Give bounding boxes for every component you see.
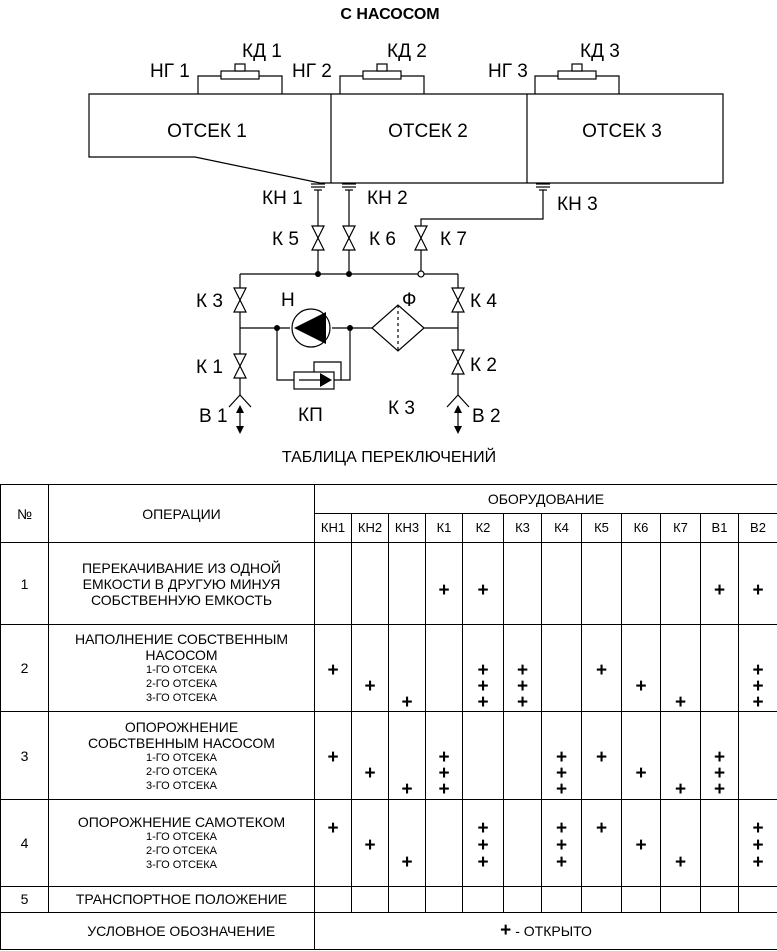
equipment-state-cell: [352, 799, 389, 886]
equipment-state-cell: [582, 625, 622, 712]
equipment-state-cell: [315, 799, 352, 886]
equipment-state-cell: [622, 799, 661, 886]
open-mark-icon: +: [713, 763, 726, 785]
operation-title-line: ТРАНСПОРТНОЕ ПОЛОЖЕНИЕ: [75, 891, 288, 908]
operation-subitem: 3-ГО ОТСЕКА: [145, 779, 218, 792]
equipment-state-cell: [582, 712, 622, 799]
operation-subitem: 2-ГО ОТСЕКА: [145, 678, 218, 691]
junction-dot-open: [418, 271, 424, 277]
open-mark-icon: +: [595, 747, 608, 769]
open-mark-icon: +: [327, 747, 339, 769]
valve-k4-label: К 4: [470, 291, 497, 312]
table-caption: ТАБЛИЦА ПЕРЕКЛЮЧЕНИЙ: [281, 449, 497, 466]
equipment-header: К6: [622, 514, 661, 543]
open-mark-icon: +: [752, 580, 764, 601]
open-mark-icon: +: [438, 747, 450, 769]
equipment-state-cell: [315, 712, 352, 799]
outlet-icons: [229, 395, 469, 434]
equipment-state-cell: [426, 543, 463, 625]
valve-k5-label: К 5: [272, 229, 299, 250]
open-mark-icon: +: [635, 676, 647, 698]
equipment-state-cell: [542, 799, 582, 886]
equipment-state-cell: [352, 625, 389, 712]
open-mark-icon: +: [327, 817, 339, 839]
open-mark-icon: +: [674, 851, 687, 873]
equipment-state-cell: [389, 543, 426, 625]
equipment-state-cell: [701, 543, 739, 625]
open-mark-icon: +: [401, 692, 413, 714]
open-mark-icon: +: [752, 660, 764, 682]
operation-title-line: НАПОЛНЕНИЕ СОБСТВЕННЫМ: [75, 631, 288, 648]
equipment-state-cell: [582, 886, 622, 912]
open-mark-icon: +: [327, 660, 339, 682]
equipment-state-cell: [426, 625, 463, 712]
open-mark-icon: +: [516, 676, 529, 698]
open-mark-icon: +: [595, 817, 608, 839]
equipment-header: К3: [504, 514, 542, 543]
equipment-state-cell: [426, 799, 463, 886]
pump-group-label: К 3: [388, 398, 415, 419]
row-number: 1: [1, 543, 49, 625]
col-equipment-header: ОБОРУДОВАНИЕ: [315, 485, 777, 514]
open-mark-icon: +: [364, 834, 376, 856]
table-row: [1, 543, 777, 625]
equipment-header: КН1: [315, 514, 352, 543]
equipment-state-cell: [661, 543, 701, 625]
bottom-valve-2-label: КН 2: [367, 188, 408, 209]
equipment-state-cell: [426, 886, 463, 912]
equipment-state-cell: [661, 712, 701, 799]
equipment-header: К2: [463, 514, 504, 543]
legend-text: - ОТКРЫТО: [515, 923, 592, 939]
operation-title-line: СОБСТВЕННУЮ ЕМКОСТЬ: [90, 591, 272, 608]
open-mark-icon: +: [555, 779, 568, 801]
equipment-state-cell: [661, 799, 701, 886]
junction-dot: [315, 271, 321, 277]
equipment-state-cell: [582, 543, 622, 625]
equipment-state-cell: [622, 543, 661, 625]
open-mark-icon: +: [752, 834, 764, 856]
equipment-state-cell: [542, 625, 582, 712]
open-mark-icon: +: [752, 817, 764, 839]
pressure-valve-3-label: КД 3: [580, 41, 620, 62]
equipment-state-cell: [542, 886, 582, 912]
equipment-state-cell: [463, 799, 504, 886]
equipment-state-cell: [463, 625, 504, 712]
valve-k6-label: К 6: [369, 229, 396, 250]
open-mark-icon: +: [674, 779, 687, 801]
equipment-state-cell: [739, 799, 777, 886]
table-row: [1, 712, 777, 799]
equipment-state-cell: [389, 886, 426, 912]
operation-title-line: СОБСТВЕННЫМ НАСОСОМ: [88, 734, 275, 751]
open-mark-icon: +: [555, 817, 568, 839]
open-mark-icon: +: [555, 851, 568, 873]
open-mark-icon: +: [635, 834, 647, 856]
pressure-valve-2-label: КД 2: [387, 41, 427, 62]
valve-k2-label: К 2: [470, 355, 497, 376]
equipment-state-cell: [622, 712, 661, 799]
operation-subitem: 2-ГО ОТСЕКА: [145, 844, 218, 857]
pump-icon: [292, 309, 330, 347]
open-mark-icon: +: [364, 763, 376, 785]
equipment-state-cell: [426, 712, 463, 799]
row-number: 5: [1, 886, 49, 912]
gate-valve-icons: [234, 226, 464, 378]
legend-spacer: [1, 913, 49, 950]
equipment-state-cell: [389, 799, 426, 886]
equipment-state-cell: [739, 886, 777, 912]
operation-title-line: ОПОРОЖНЕНИЕ: [124, 718, 239, 735]
open-mark-icon: +: [401, 779, 413, 801]
equipment-state-cell: [504, 799, 542, 886]
open-mark-icon: +: [364, 676, 376, 698]
open-mark-icon: +: [516, 660, 529, 682]
breather-1-label: НГ 1: [150, 61, 190, 82]
equipment-state-cell: [701, 625, 739, 712]
open-mark-icon: +: [713, 779, 726, 801]
equipment-state-cell: [504, 625, 542, 712]
equipment-header: К4: [542, 514, 582, 543]
operation-subitem: 1-ГО ОТСЕКА: [145, 751, 218, 764]
equipment-header: К7: [661, 514, 701, 543]
legend-plus-icon: +: [500, 920, 512, 941]
equipment-state-cell: [315, 625, 352, 712]
open-mark-icon: +: [477, 834, 489, 856]
open-mark-icon: +: [713, 580, 726, 601]
junction-dot: [346, 271, 352, 277]
equipment-state-cell: [504, 712, 542, 799]
valve-k7-label: К 7: [440, 229, 467, 250]
legend-cell: [315, 913, 777, 950]
bottom-valve-symbols: [311, 184, 550, 190]
valve-k1-label: К 1: [196, 357, 223, 378]
operation-title-line: НАСОСОМ: [145, 647, 218, 664]
equipment-header: В1: [701, 514, 739, 543]
open-mark-icon: +: [555, 834, 568, 856]
equipment-state-cell: [701, 712, 739, 799]
equipment-header: КН3: [389, 514, 426, 543]
operation-title-line: ОПОРОЖНЕНИЕ САМОТЕКОМ: [77, 813, 286, 830]
equipment-state-cell: [352, 543, 389, 625]
equipment-state-cell: [389, 625, 426, 712]
equipment-state-cell: [504, 543, 542, 625]
operation-cell: [49, 543, 315, 625]
equipment-state-cell: [463, 543, 504, 625]
equipment-state-cell: [504, 886, 542, 912]
open-mark-icon: +: [674, 692, 687, 714]
bottom-valve-1-label: КН 1: [262, 188, 303, 209]
table-row: [1, 625, 777, 712]
legend-label: УСЛОВНОЕ ОБОЗНАЧЕНИЕ: [49, 913, 315, 950]
top-fittings: [198, 64, 619, 94]
equipment-state-cell: [315, 886, 352, 912]
junction-dot: [347, 325, 353, 331]
row-number: 4: [1, 799, 49, 886]
filter-label: Ф: [402, 290, 417, 311]
equipment-state-cell: [661, 886, 701, 912]
table-row: [1, 799, 777, 886]
open-mark-icon: +: [713, 747, 726, 769]
open-mark-icon: +: [477, 676, 489, 698]
open-mark-icon: +: [477, 851, 489, 873]
outlet-b1-label: В 1: [199, 406, 228, 427]
table-row: [1, 886, 777, 912]
open-mark-icon: +: [595, 660, 608, 682]
equipment-state-cell: [542, 543, 582, 625]
breather-2-label: НГ 2: [292, 61, 332, 82]
valve-k3-label: К 3: [196, 291, 223, 312]
equipment-header: К1: [426, 514, 463, 543]
equipment-state-cell: [389, 712, 426, 799]
row-number: 2: [1, 625, 49, 712]
col-number-header: №: [1, 485, 49, 543]
equipment-state-cell: [661, 625, 701, 712]
equipment-header: В2: [739, 514, 777, 543]
equipment-state-cell: [352, 886, 389, 912]
junction-dot: [274, 325, 280, 331]
open-mark-icon: +: [752, 851, 764, 873]
operation-cell: [49, 712, 315, 799]
operation-subitem: 3-ГО ОТСЕКА: [145, 692, 218, 705]
equipment-state-cell: [542, 712, 582, 799]
open-mark-icon: +: [752, 692, 764, 714]
equipment-state-cell: [701, 799, 739, 886]
relief-valve-label: КП: [298, 405, 323, 426]
equipment-header: КН2: [352, 514, 389, 543]
equipment-state-cell: [463, 712, 504, 799]
open-mark-icon: +: [752, 676, 764, 698]
open-mark-icon: +: [555, 763, 568, 785]
schematic-title: С НАСОСОМ: [340, 6, 440, 23]
operation-subitem: 2-ГО ОТСЕКА: [145, 765, 218, 778]
open-mark-icon: +: [555, 747, 568, 769]
operation-subitem: 1-ГО ОТСЕКА: [145, 664, 218, 677]
compartment-1-label: ОТСЕК 1: [167, 121, 247, 142]
operation-cell: [49, 799, 315, 886]
open-mark-icon: +: [438, 779, 450, 801]
pressure-valve-1-label: КД 1: [242, 41, 282, 62]
equipment-state-cell: [622, 886, 661, 912]
row-number: 3: [1, 712, 49, 799]
operation-title-line: ПЕРЕКАЧИВАНИЕ ИЗ ОДНОЙ: [81, 559, 281, 576]
operation-subitem: 1-ГО ОТСЕКА: [145, 830, 218, 843]
equipment-state-cell: [463, 886, 504, 912]
col-operations-header: ОПЕРАЦИИ: [49, 485, 315, 543]
breather-3-label: НГ 3: [488, 61, 528, 82]
operation-cell: [49, 886, 315, 912]
equipment-state-cell: [701, 886, 739, 912]
switching-table: [0, 484, 777, 950]
open-mark-icon: +: [438, 763, 450, 785]
operation-subitem: 3-ГО ОТСЕКА: [145, 858, 218, 871]
operation-title-line: ЕМКОСТИ В ДРУГУЮ МИНУЯ: [82, 575, 281, 592]
pump-label: Н: [281, 290, 295, 311]
equipment-state-cell: [739, 712, 777, 799]
outlet-b2-label: В 2: [472, 406, 501, 427]
equipment-state-cell: [315, 543, 352, 625]
open-mark-icon: +: [401, 851, 413, 873]
equipment-state-cell: [352, 712, 389, 799]
open-mark-icon: +: [477, 692, 489, 714]
open-mark-icon: +: [635, 763, 647, 785]
equipment-state-cell: [739, 625, 777, 712]
compartment-2-label: ОТСЕК 2: [388, 121, 468, 142]
open-mark-icon: +: [516, 692, 529, 714]
equipment-state-cell: [582, 799, 622, 886]
open-mark-icon: +: [438, 580, 450, 601]
relief-valve-icon: [294, 372, 334, 389]
equipment-header: К5: [582, 514, 622, 543]
equipment-state-cell: [622, 625, 661, 712]
open-mark-icon: +: [477, 580, 489, 601]
open-mark-icon: +: [477, 660, 489, 682]
filter-icon: [372, 305, 424, 351]
operation-cell: [49, 625, 315, 712]
open-mark-icon: +: [477, 817, 489, 839]
equipment-state-cell: [739, 543, 777, 625]
bottom-valve-3-label: КН 3: [557, 194, 598, 215]
compartment-3-label: ОТСЕК 3: [582, 121, 662, 142]
